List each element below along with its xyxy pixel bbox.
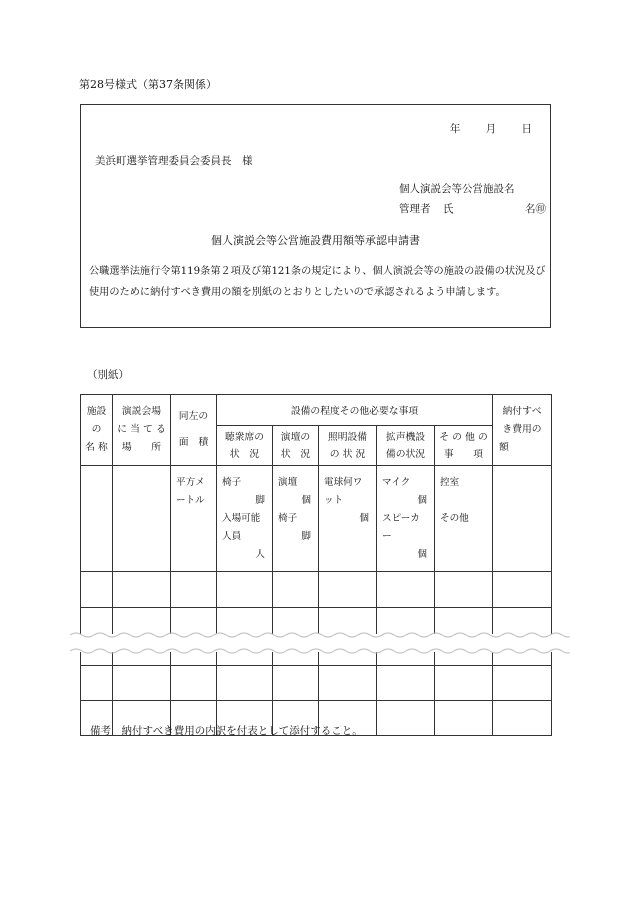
application-body: 公職選挙法施行令第119条第２項及び第121条の規定により、個人演説会等の施設の設備の状況及び使用のために納付すべき費用の額を別紙のとおりとしたいので承認されるよう申請します。 — [89, 266, 546, 298]
cell-speaker: マイク 個 スピーカ ー 個 — [377, 466, 435, 572]
cell-other: 控室 その他 — [435, 466, 493, 572]
application-box — [80, 104, 551, 328]
appendix-label: （別紙） — [87, 369, 129, 381]
tear-break — [70, 630, 570, 656]
date-year-label: 年 — [449, 123, 461, 135]
facility-cost-table — [80, 394, 552, 736]
header-fee: 納付すべ き費用の 額 — [493, 395, 552, 466]
cell-facility-name — [81, 466, 113, 572]
table-row — [81, 666, 552, 701]
addressee: 美浜町選挙管理委員会委員長 様 — [95, 155, 253, 167]
table-row — [81, 572, 552, 608]
remarks-note: 備考 納付すべき費用の内訳を付表として添付すること。 — [90, 725, 363, 737]
manager-line — [399, 201, 546, 216]
subheader-speaker: 拡声機設 備の状況 — [377, 426, 435, 466]
subheader-audience-seats: 聴衆席の 状 況 — [217, 426, 273, 466]
date-month-label: 月 — [485, 123, 497, 135]
cell-lighting: 電球何ワ ット 個 — [319, 466, 377, 572]
subheader-other: そ の 他 の 事 項 — [435, 426, 493, 466]
cell-podium: 演壇 個 椅子 脚 — [273, 466, 319, 572]
subheader-lighting: 照明設備 の 状 況 — [319, 426, 377, 466]
form-title: 第28号様式（第37条関係） — [79, 78, 217, 91]
facility-name-label: 個人演説会等公営施設名 — [399, 183, 515, 195]
cell-audience-seats: 椅子 脚 入場可能 人員 人 — [217, 466, 273, 572]
manager-name-seal: 名㊞ — [525, 203, 546, 215]
manager-shi: 氏 — [443, 203, 454, 215]
header-equipment-group: 設備の程度その他必要な事項 — [217, 395, 493, 426]
header-facility-name: 施設 の 名 称 — [81, 395, 113, 466]
header-venue-location: 演説会場 に 当 て る 場 所 — [113, 395, 171, 466]
manager-label: 管理者 — [399, 203, 431, 215]
cell-area: 平方メ ートル — [171, 466, 217, 572]
cell-fee — [493, 466, 552, 572]
date-line — [428, 121, 532, 136]
cell-venue-location — [113, 466, 171, 572]
document-heading: 個人演説会等公営施設費用額等承認申請書 — [211, 234, 420, 247]
header-area: 同左の 面 積 — [171, 395, 217, 466]
subheader-podium: 演壇の 状 況 — [273, 426, 319, 466]
date-day-label: 日 — [521, 123, 532, 135]
table-row — [81, 466, 552, 572]
